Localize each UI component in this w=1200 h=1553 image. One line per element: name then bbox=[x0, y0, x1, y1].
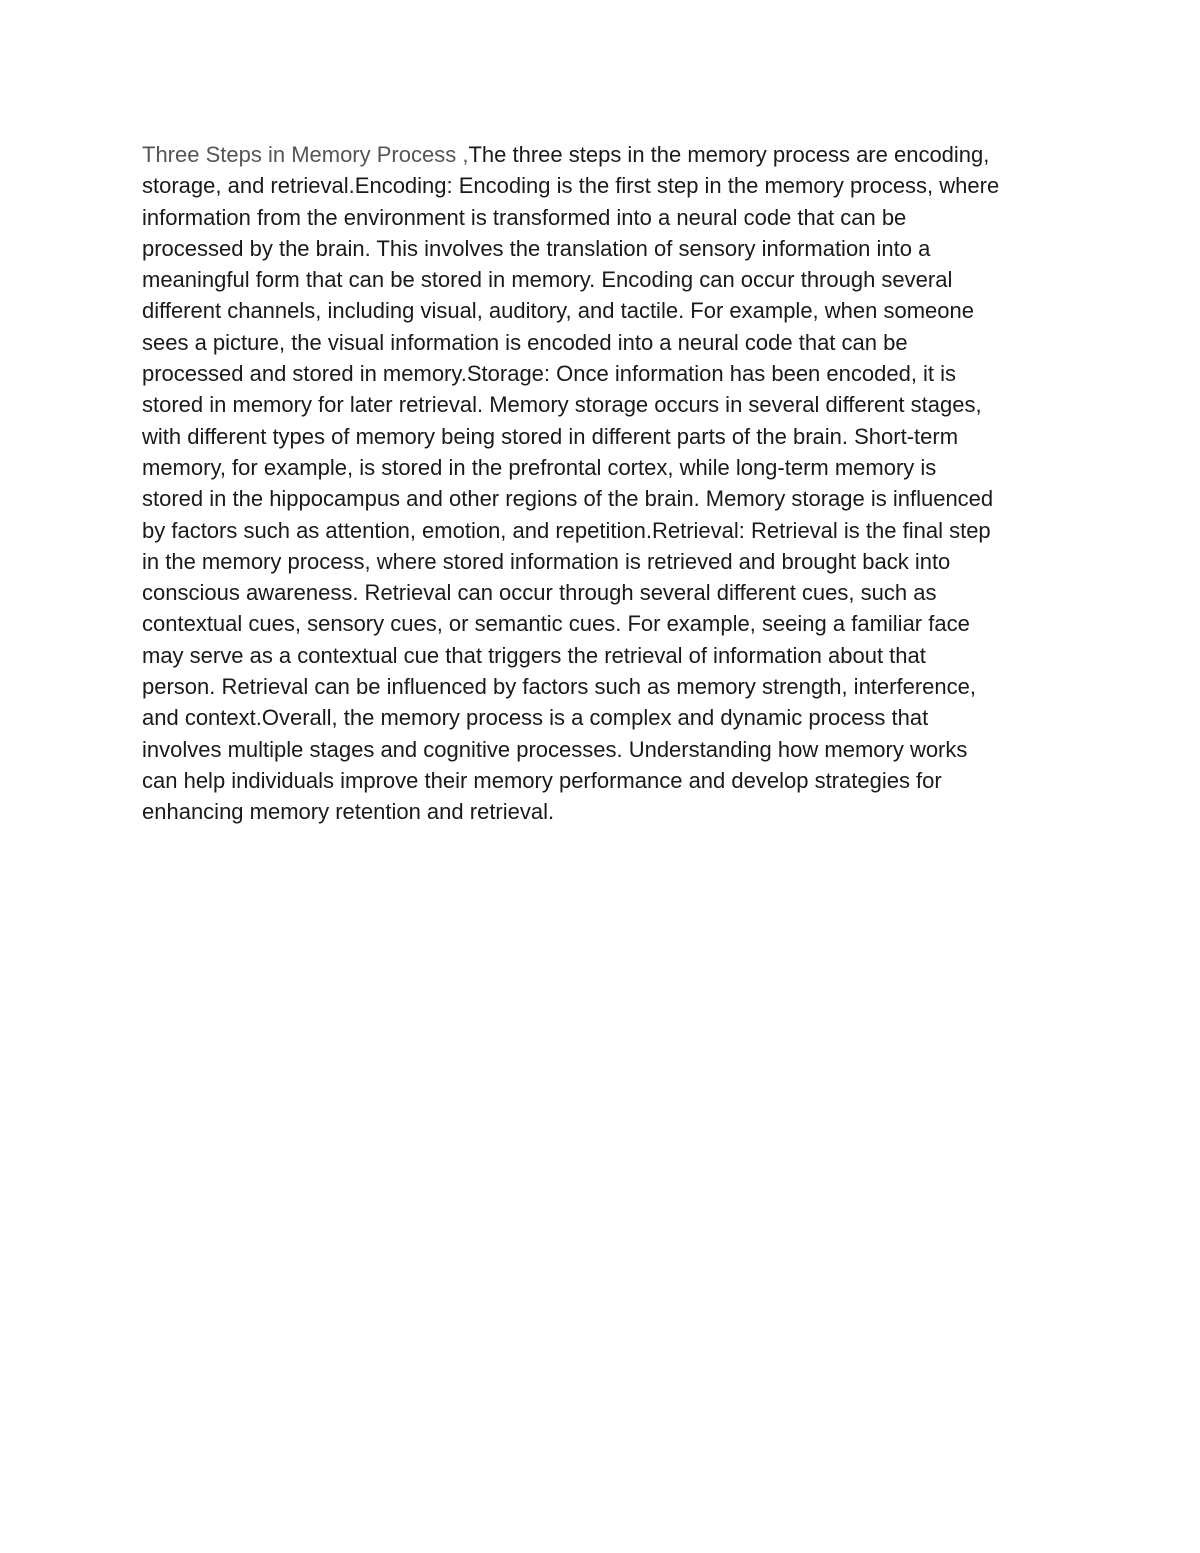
text-line: may serve as a contextual cue that triggers the retrieval of information about that bbox=[142, 642, 926, 668]
text-line: stored in the hippocampus and other regions of the brain. Memory storage is influenced bbox=[142, 486, 994, 512]
text-line: sees a picture, the visual information is encoded into a neural code that can be bbox=[142, 329, 908, 355]
text-line: and context.Overall, the memory process is a complex and dynamic process that bbox=[142, 705, 929, 731]
text-line: contextual cues, sensory cues, or semantic cues. For example, seeing a familiar face bbox=[142, 611, 970, 637]
text-line-segment: The three steps in the memory process are encoding, bbox=[468, 142, 990, 167]
text-line: involves multiple stages and cognitive processes. Understanding how memory works bbox=[142, 736, 968, 762]
text-line: by factors such as attention, emotion, and repetition.Retrieval: Retrieval is the final step bbox=[142, 517, 991, 543]
text-line: conscious awareness. Retrieval can occur through several different cues, such as bbox=[142, 580, 937, 606]
document-body bbox=[142, 139, 1072, 828]
text-line: person. Retrieval can be influenced by factors such as memory strength, interference, bbox=[142, 674, 976, 700]
text-line: enhancing memory retention and retrieval. bbox=[142, 799, 555, 825]
text-line bbox=[142, 139, 1072, 170]
text-line: storage, and retrieval.Encoding: Encoding is the first step in the memory process, where bbox=[142, 173, 1000, 199]
text-line: processed by the brain. This involves the translation of sensory information into a bbox=[142, 235, 931, 261]
text-line: in the memory process, where stored information is retrieved and brought back into bbox=[142, 548, 951, 574]
text-line: meaningful form that can be stored in memory. Encoding can occur through several bbox=[142, 267, 953, 293]
text-line: with different types of memory being stored in different parts of the brain. Short-term bbox=[142, 423, 959, 449]
text-line: processed and stored in memory.Storage: Once information has been encoded, it is bbox=[142, 361, 957, 387]
text-line: memory, for example, is stored in the prefrontal cortex, while long-term memory is bbox=[142, 454, 937, 480]
text-line: stored in memory for later retrieval. Memory storage occurs in several different stages, bbox=[142, 392, 982, 418]
text-line: information from the environment is transformed into a neural code that can be bbox=[142, 204, 907, 230]
text-line: can help individuals improve their memory performance and develop strategies for bbox=[142, 767, 942, 793]
document-title: Three Steps in Memory Process , bbox=[142, 142, 469, 167]
text-line: different channels, including visual, auditory, and tactile. For example, when someone bbox=[142, 298, 974, 324]
